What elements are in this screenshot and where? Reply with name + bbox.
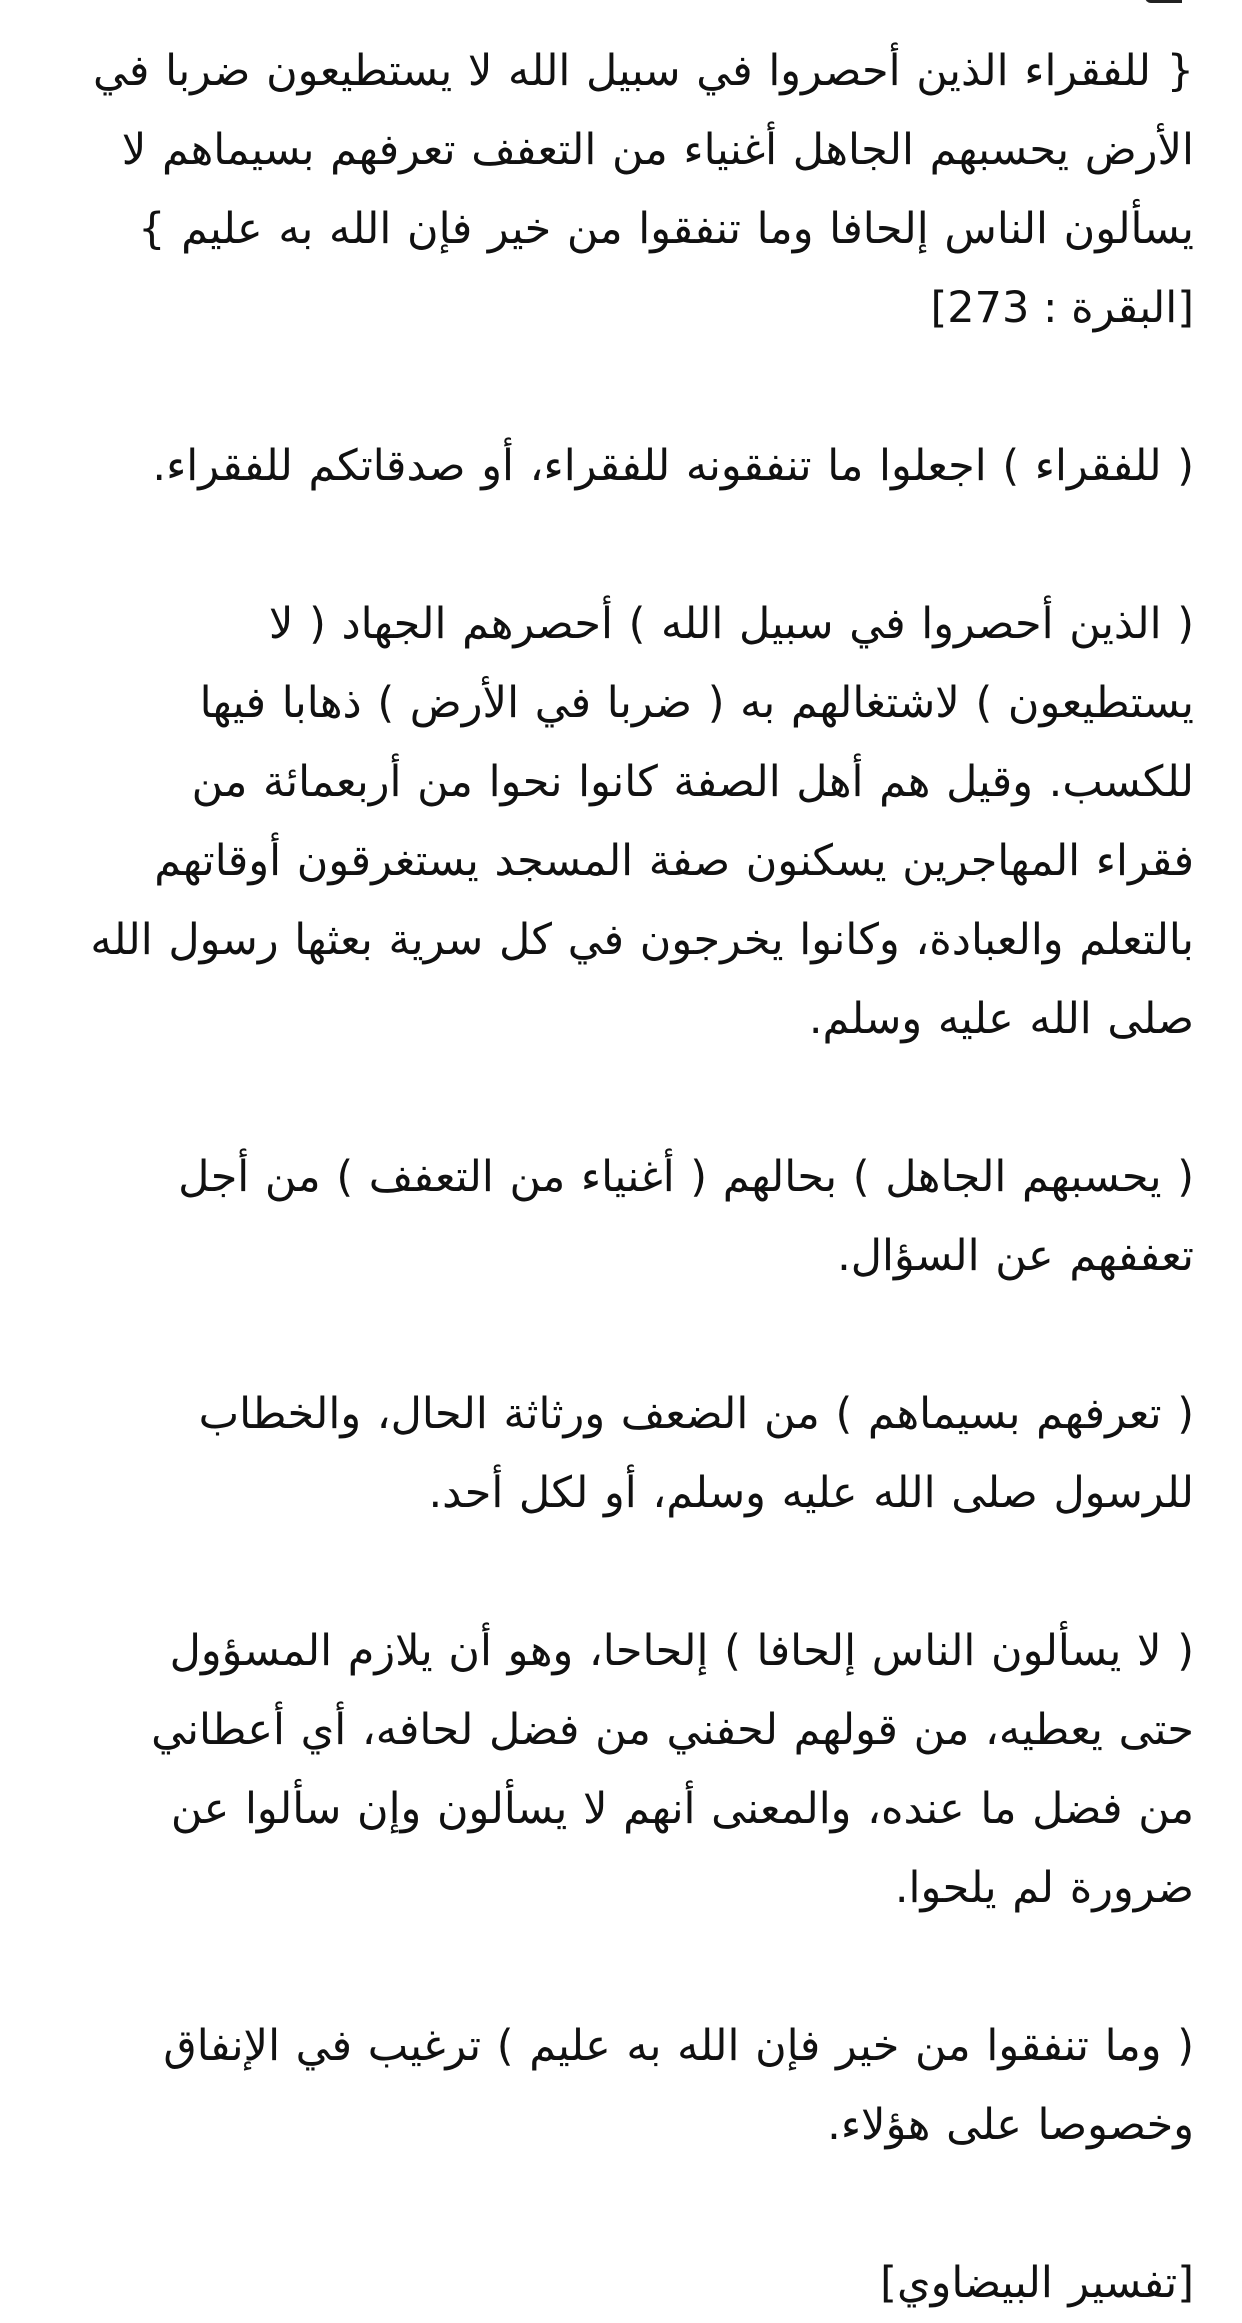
source-citation: [تفسير البيضاوي] (880, 2258, 1194, 2308)
cropped-bracket-fragment (1145, 0, 1182, 3)
commentary-paragraph-4: ( تعرفهم بسيماهم ) من الضعف ورثاثة الحال، والخطاب للرسول صلى الله عليه وسلم، أو لكل أحد. (198, 1389, 1194, 1518)
commentary-paragraph-3: ( يحسبهم الجاهل ) بحالهم ( أغنياء من التعفف ) من أجل تعففهم عن السؤال. (178, 1152, 1194, 1281)
verse-text: { للفقراء الذين أحصروا في سبيل الله لا يستطيعون ضربا في الأرض يحسبهم الجاهل أغنياء من التعفف تعرفهم بسيماهم لا يسألون الناس إلحافا وما تنفقوا من خير فإن الله به عليم } (93, 46, 1194, 254)
commentary-paragraph-2: ( الذين أحصروا في سبيل الله ) أحصرهم الجهاد ( لا يستطيعون ) لاشتغالهم به ( ضربا في الأرض ) ذهابا فيها للكسب. وقيل هم أهل الصفة كانوا نحوا من أربعمائة من فقراء المهاجرين يسكنون صفة المسجد يستغرقون أوقاتهم بالتعلم والعبادة، وكانوا يخرجون في كل سرية بعثها رسول الله صلى الله عليه وسلم. (90, 599, 1194, 1044)
commentary-paragraph-5: ( لا يسألون الناس إلحافا ) إلحاحا، وهو أن يلازم المسؤول حتى يعطيه، من قولهم لحفني من فضل لحافه، أي أعطاني من فضل ما عنده، والمعنى أنهم لا يسألون وإن سألوا عن ضرورة لم يلحوا. (151, 1626, 1194, 1913)
verse-reference: [البقرة : 273] (930, 283, 1194, 333)
verse-block (80, 32, 1194, 348)
commentary-paragraph-1: ( للفقراء ) اجعلوا ما تنفقونه للفقراء، أو صدقاتكم للفقراء. (152, 441, 1194, 491)
commentary-paragraph-6: ( وما تنفقوا من خير فإن الله به عليم ) ترغيب في الإنفاق وخصوصا على هؤلاء. (163, 2021, 1194, 2150)
